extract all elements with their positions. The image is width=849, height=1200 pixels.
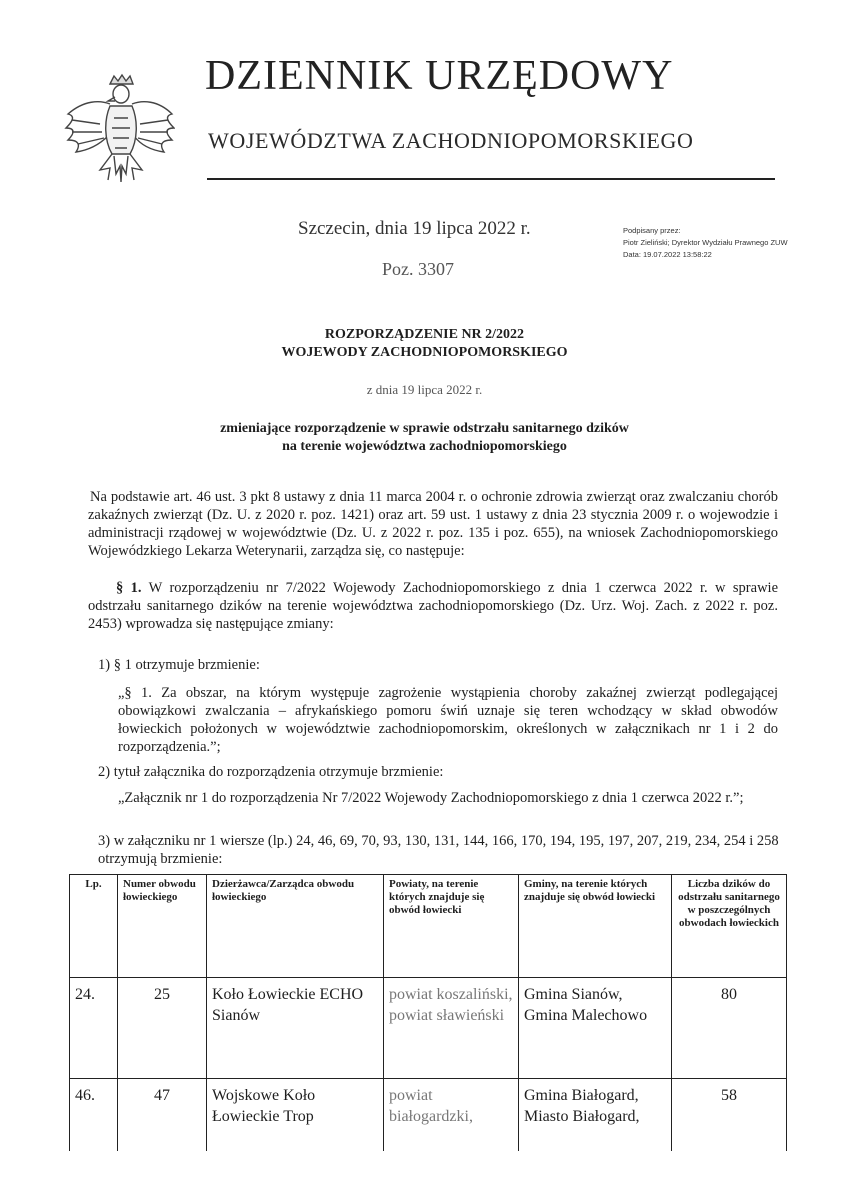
section-1-paragraph [88,579,778,633]
signature-signer: Piotr Zieliński; Dyrektor Wydziału Prawnego ZUW [623,238,788,247]
subject-line-2: na terenie województwa zachodniopomorskiego [282,439,567,454]
cell-communes: Gmina Sianów, Gmina Malechowo [519,978,672,1079]
regulation-date: z dnia 19 lipca 2022 r. [366,382,483,397]
cell-counties: powiat koszaliński, powiat sławieński [384,978,519,1079]
section-text: W rozporządzeniu nr 7/2022 Wojewody Zachodniopomorskiego z dnia 1 czerwca 2022 r. w sprawie odstrzału sanitarnego dzików na terenie województwa zachodniopomorskiego (Dz. Urz. Woj. Zach. z 2022 r. poz. 2453) wprowadza się następujące zmiany: [88,580,779,632]
digital-signature [623,225,788,261]
col-header-communes: Gminy, na terenie których znajduje się obwód łowiecki [519,875,672,978]
cell-lp: 24. [70,978,118,1079]
place-date: Szczecin, dnia 19 lipca 2022 r. [298,218,531,239]
cell-lp: 46. [70,1079,118,1152]
polish-eagle-emblem-icon [60,70,175,190]
journal-subtitle: WOJEWÓDZTWA ZACHODNIOPOMORSKIEGO [208,128,694,153]
cell-counties: powiat białogardzki, [384,1079,519,1152]
position-number: Poz. 3307 [382,259,454,279]
amendment-item-2-quote: „Załącznik nr 1 do rozporządzenia Nr 7/2022 Wojewody Zachodniopomorskiego z dnia 1 czerwca 2022 r.”; [118,790,744,806]
regulation-issuer: WOJEWODY ZACHODNIOPOMORSKIEGO [281,345,568,360]
amendment-item-1-quote: „§ 1. Za obszar, na którym występuje zagrożenie wystąpienia choroby zakaźnej zwierząt podlegającej obowiązkowi zwalczania – afrykańskiego pomoru świń uznaje się teren wchodzący w skład obwodów łowieckich położonych w województwie zachodniopomorskim, określonych w załącznikach nr 1 i 2 do rozporządzenia.”; [118,685,778,755]
table-header-row [70,875,787,978]
col-header-tenant: Dzierżawca/Zarządca obwodu łowieckiego [207,875,384,978]
cell-boar-count: 80 [672,978,787,1079]
section-mark: § 1. [116,580,142,596]
cell-tenant: Wojskowe Koło Łowieckie Trop [207,1079,384,1152]
subject-line-1: zmieniające rozporządzenie w sprawie odstrzału sanitarnego dzików [220,421,629,436]
preamble-paragraph: Na podstawie art. 46 ust. 3 pkt 8 ustawy z dnia 11 marca 2004 r. o ochronie zdrowia zwierząt oraz zwalczaniu chorób zakaźnych zwierząt (Dz. U. z 2020 r. poz. 1421) oraz art. 59 ust. 1 ustawy z dnia 23 stycznia 2009 r. o wojewodzie i administracji rządowej w województwie (Dz. U. z 2022 r. poz. 135 i poz. 655), na wniosek Zachodniopomorskiego Wojewódzkiego Lekarza Weterynarii, zarządza się, co następuje: [88,489,778,559]
cell-district-number: 25 [118,978,207,1079]
table-row [70,1079,787,1152]
signature-date: Data: 19.07.2022 13:58:22 [623,250,712,259]
regulation-number: ROZPORZĄDZENIE NR 2/2022 [324,327,525,342]
col-header-lp: Lp. [70,875,118,978]
signature-label: Podpisany przez: [623,226,681,235]
cell-district-number: 47 [118,1079,207,1152]
cell-tenant: Koło Łowieckie ECHO Sianów [207,978,384,1079]
amendment-item-1: 1) § 1 otrzymuje brzmienie: [98,657,260,673]
regulation-title [0,326,849,362]
cell-communes: Gmina Białogard, Miasto Białogard, [519,1079,672,1152]
amendment-item-3: 3) w załączniku nr 1 wiersze (lp.) 24, 46, 69, 70, 93, 130, 131, 144, 166, 170, 194, 195, 197, 207, 219, 234, 254 i 258 otrzymują brzmienie: [98,833,779,867]
journal-title: DZIENNIK URZĘDOWY [205,53,674,99]
table-row [70,978,787,1079]
col-header-counties: Powiaty, na terenie których znajduje się obwód łowiecki [384,875,519,978]
header-divider [207,178,775,180]
col-header-boar-count: Liczba dzików do odstrzału sanitarnego w poszczególnych obwodach łowieckich [672,875,787,978]
cell-boar-count: 58 [672,1079,787,1152]
col-header-district-number: Numer obwodu łowieckiego [118,875,207,978]
amendment-item-2: 2) tytuł załącznika do rozporządzenia otrzymuje brzmienie: [98,764,444,780]
hunting-districts-table [69,874,787,1151]
regulation-subject [0,420,849,456]
